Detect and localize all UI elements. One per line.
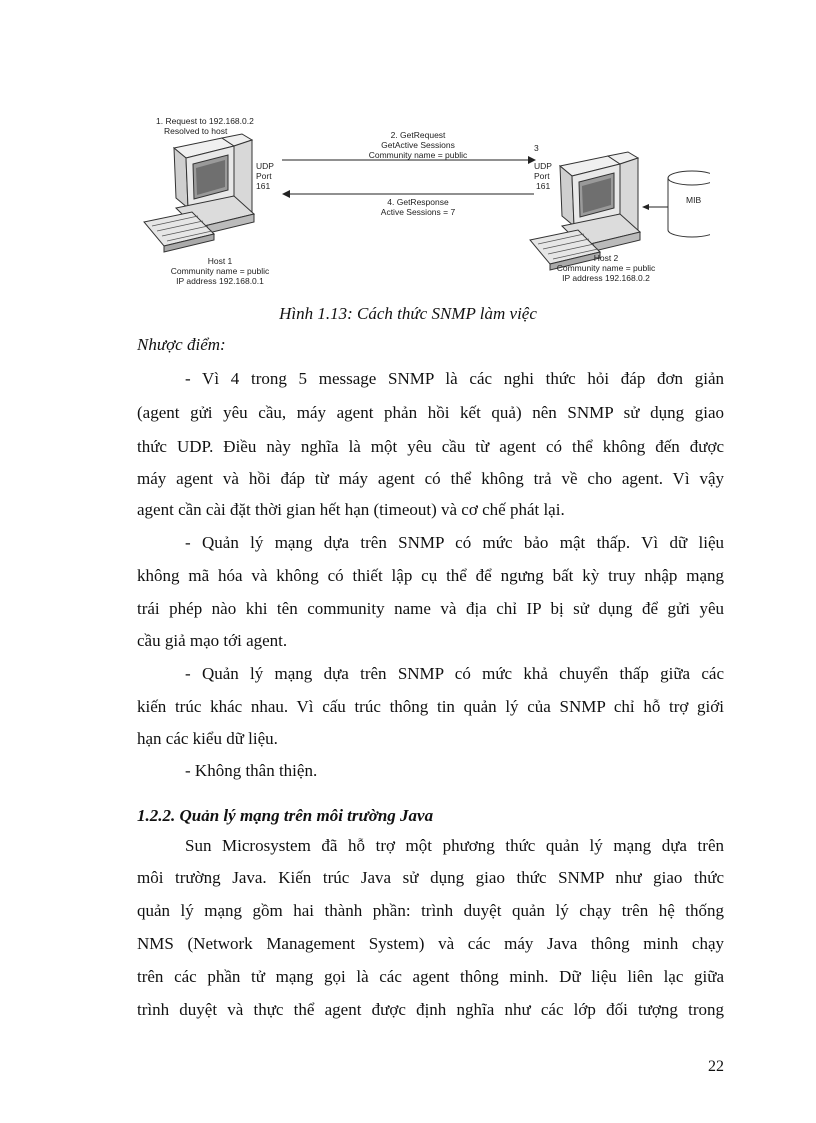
getresponse-label: 4. GetResponse [387,197,449,207]
host2-community-label: Community name = public [556,263,656,273]
getactive-sessions-label: GetActive Sessions [381,140,455,150]
step-3-label: 3 [534,143,539,153]
section-line-4: NMS (Network Management System) và các máy Java thông minh chạy [137,934,724,953]
host2-name-label: Host 2 [593,253,619,263]
figure-caption: Hình 1.13: Cách thức SNMP làm việc [279,304,537,323]
paragraph-2-line-3: trái phép nào khi tên community name và địa chỉ IP bị sử dụng để gửi yêu [137,599,724,618]
host1-ip-label: IP address 192.168.0.1 [176,276,264,286]
paragraph-2-line-1: - Quản lý mạng dựa trên SNMP có mức bảo mật thấp. Vì dữ liệu [185,533,724,552]
port-left-label: Port [256,171,272,181]
active-sessions-label: Active Sessions = 7 [380,207,456,217]
section-line-6: trình duyệt và thực thể agent được định nghĩa như các lớp đối tượng trong [137,1000,724,1019]
host1-community-label: Community name = public [170,266,270,276]
host1-computer-icon [144,134,254,252]
paragraph-1-line-1: - Vì 4 trong 5 message SNMP là các nghi thức hỏi đáp đơn giản [185,369,724,388]
host1-resolved-label: Resolved to host [164,126,228,136]
section-heading: 1.2.2. Quản lý mạng trên môi trường Java [137,806,434,825]
response-arrowhead [282,190,290,198]
mib-arrowhead [642,204,649,210]
mib-label: MIB [686,195,702,205]
snmp-diagram [130,110,710,310]
port-left-number: 161 [256,181,271,191]
paragraph-3-line-3: hạn các kiểu dữ liệu. [137,729,278,748]
paragraph-3-line-1: - Quản lý mạng dựa trên SNMP có mức khả chuyển thấp giữa các [185,664,724,683]
host1-request-label: 1. Request to 192.168.0.2 [156,116,254,126]
drawbacks-label: Nhược điểm: [137,335,226,354]
paragraph-1-line-2: (agent gửi yêu cầu, máy agent phản hồi kết quả) nên SNMP sử dụng giao [137,403,724,422]
udp-right-label: UDP [534,161,552,171]
paragraph-1-line-5: agent cần cài đặt thời gian hết hạn (timeout) và cơ chế phát lại. [137,500,565,519]
host1-name-label: Host 1 [207,256,233,266]
page-number: 22 [708,1058,724,1075]
paragraph-4-line-1: - Không thân thiện. [185,761,318,780]
port-right-number: 161 [536,181,551,191]
section-line-5: trên các phần tử mạng gọi là các agent thông minh. Dữ liệu liên lạc giữa [137,967,724,986]
port-right-label: Port [534,171,550,181]
paragraph-3-line-2: kiến trúc khác nhau. Vì cấu trúc thông tin quản lý của SNMP chỉ hỗ trợ giới [137,697,724,716]
paragraph-2-line-4: cầu giả mạo tới agent. [137,631,288,650]
udp-left-label: UDP [256,161,274,171]
paragraph-2-line-2: không mã hóa và không có thiết lập cụ thể để ngưng bất kỳ truy nhập mạng [137,566,724,585]
paragraph-1-line-3: thức UDP. Điều này nghĩa là một yêu cầu từ agent có thể không đến được [137,437,724,456]
section-line-3: quản lý mạng gồm hai thành phần: trình duyệt quản lý chạy trên hệ thống [137,901,724,920]
section-line-2: môi trường Java. Kiến trúc Java sử dụng giao thức SNMP như giao thức [137,868,724,887]
section-line-1: Sun Microsystem đã hỗ trợ một phương thức quản lý mạng dựa trên [185,836,724,855]
host2-ip-label: IP address 192.168.0.2 [562,273,650,283]
community-name-request-label: Community name = public [368,150,468,160]
getrequest-label: 2. GetRequest [390,130,446,140]
paragraph-1-line-4: máy agent và hồi đáp từ máy agent có thể không trả về cho agent. Vì vậy [137,469,724,488]
